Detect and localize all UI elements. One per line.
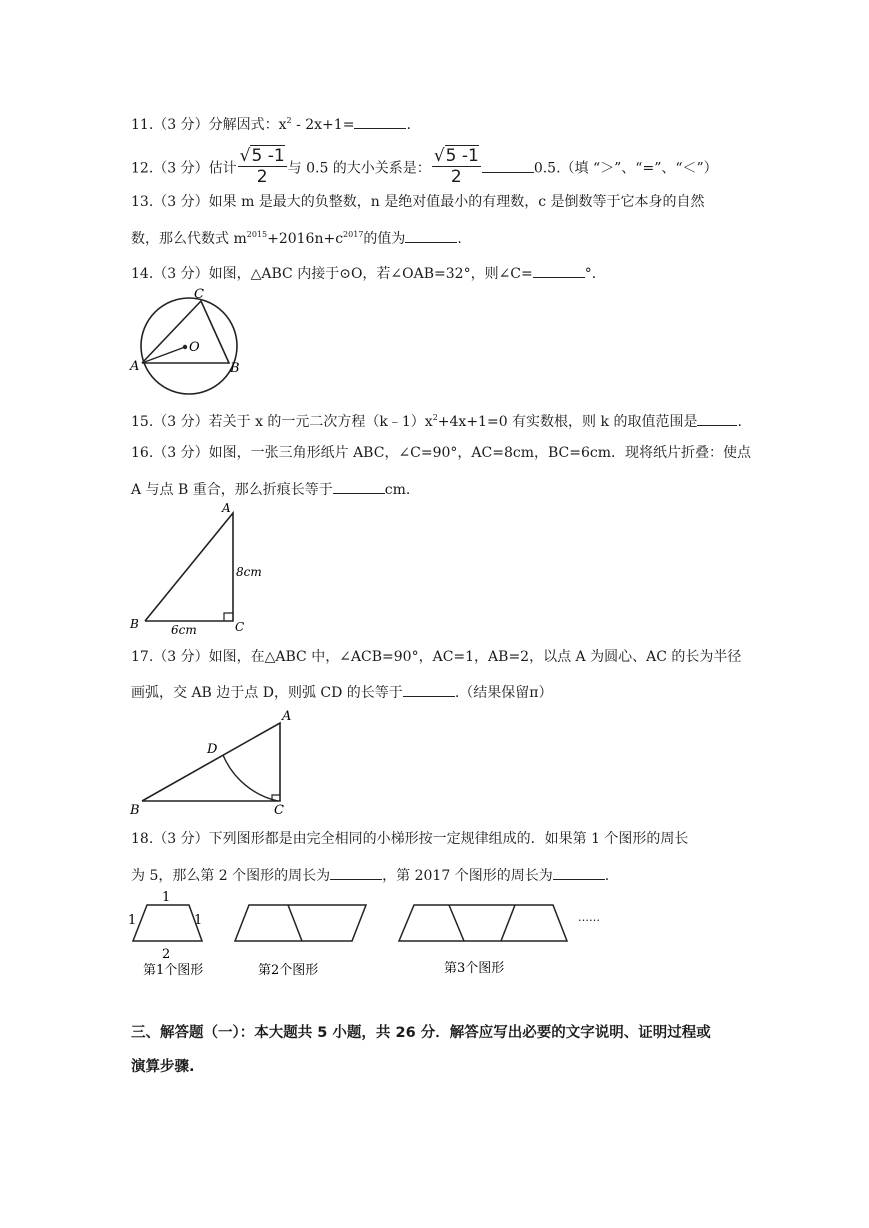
q18-fig1-caption: 第1个图形 (143, 963, 204, 978)
q13-text-a: 数，那么代数式 m (131, 231, 247, 247)
q14-label-o: O (189, 340, 200, 355)
q13-text-c: 的值为 (363, 231, 406, 247)
q13-exponent-2: 2017 (343, 230, 364, 239)
q13-answer-blank[interactable] (405, 227, 457, 243)
q17-label-d: D (207, 742, 218, 757)
q18-text-a: 为 5，那么第 2 个图形的周长为 (131, 868, 331, 884)
q17-text: 画弧，交 AB 边于点 D，则弧 CD 的长等于 (131, 685, 403, 701)
q16-answer-blank[interactable] (333, 478, 385, 494)
q12-answer-blank[interactable] (482, 157, 534, 173)
q18-fig1-left-label: 1 (128, 913, 137, 928)
q16-label-b: B (130, 617, 139, 631)
q16-label-ac: 8cm (236, 565, 262, 579)
section-heading-line-1: 三、解答题（一）：本大题共 5 小题，共 26 分．解答应写出必要的文字说明、证明过程或 (131, 1025, 711, 1041)
trapezoid-figure-1 (133, 905, 202, 941)
q12-fraction-2: $\frac{√5 -1}{2}$ (433, 146, 479, 187)
q16-suffix: cm. (384, 482, 411, 498)
q18-fig1-right-label: 1 (194, 913, 203, 928)
q12-fraction-1: $\frac{√5 -1}{2}$ (239, 146, 285, 187)
q18-suffix: . (604, 868, 610, 884)
q14-label-b: B (230, 361, 240, 376)
q11-answer-blank[interactable] (354, 113, 406, 129)
q12-fraction-1-numerator: 5 -1 (251, 146, 285, 166)
question-16-line-1: 16.（3 分）如图，一张三角形纸片 ABC，∠C=90°，AC=8cm，BC=6cm．现将纸片折叠：使点 (131, 445, 752, 461)
q14-suffix: °． (584, 266, 606, 282)
q12-prefix: 12.（3 分）估计 (131, 160, 237, 177)
q15-prefix: 15.（3 分）若关于 x 的一元二次方程（k﹣1）x (131, 414, 433, 430)
trapezoid-figure-3 (399, 905, 567, 941)
q14-label-a: A (130, 359, 140, 374)
q18-text-b: ，第 2017 个图形的周长为 (382, 868, 553, 884)
question-14 (131, 262, 606, 284)
q18-fig1-bottom-label: 2 (162, 947, 171, 962)
q15-suffix: . (737, 414, 742, 430)
q14-text: 14.（3 分）如图，△ABC 内接于⊙O，若∠OAB=32°，则∠C= (131, 266, 533, 282)
q14-figure-circle (128, 284, 248, 399)
q18-fig2-caption: 第2个图形 (258, 963, 319, 978)
q12-fraction-2-denominator: 2 (450, 167, 462, 187)
q16-label-a: A (222, 501, 231, 515)
q13-exponent-1: 2015 (246, 230, 268, 239)
question-18-line-1: 18.（3 分）下列图形都是由完全相同的小梯形按一定规律组成的．如果第 1 个图形的周长 (131, 831, 689, 847)
q12-suffix: 0.5.（填 “＞”、“=”、“＜”） (533, 160, 718, 177)
q13-suffix: . (457, 231, 462, 247)
q17-label-b: B (130, 803, 140, 818)
q14-label-c: C (194, 287, 204, 302)
question-16-line-2 (131, 478, 410, 500)
question-17-line-1: 17.（3 分）如图，在△ABC 中，∠ACB=90°，AC=1，AB=2，以点 A 为圆心、AC 的长为半径 (131, 649, 742, 665)
q18-fig1-top-label: 1 (162, 890, 171, 905)
q18-figure-trapezoids (125, 885, 625, 985)
q18-answer-blank-2[interactable] (553, 864, 605, 880)
q17-answer-blank[interactable] (403, 681, 455, 697)
question-12 (131, 148, 718, 189)
q16-label-c: C (235, 620, 245, 634)
question-17-line-2 (131, 681, 552, 703)
q11-exponent: 2 (286, 116, 292, 125)
q13-text-b: +2016n+c (267, 231, 344, 247)
q14-answer-blank[interactable] (533, 262, 585, 278)
question-13-line-2 (131, 227, 462, 249)
question-11 (131, 113, 411, 135)
q12-fraction-2-numerator: 5 -1 (445, 146, 479, 166)
question-13-line-1: 13.（3 分）如果 m 是最大的负整数，n 是绝对值最小的有理数，c 是倒数等于它本身的自然 (131, 194, 705, 210)
q15-answer-blank[interactable] (697, 410, 737, 426)
q11-suffix: . (406, 117, 411, 133)
q15-middle: +4x+1=0 有实数根，则 k 的取值范围是 (437, 414, 698, 430)
q15-exponent: 2 (432, 413, 438, 422)
q18-ellipsis: …… (578, 911, 600, 924)
q18-fig3-caption: 第3个图形 (444, 961, 505, 976)
q12-middle: 与 0.5 的大小关系是： (287, 160, 431, 177)
q18-answer-blank-1[interactable] (330, 864, 382, 880)
q17-label-c: C (274, 803, 284, 818)
question-15 (131, 410, 742, 432)
question-18-line-2 (131, 864, 609, 886)
q11-prefix: 11.（3 分）分解因式：x (131, 117, 287, 133)
q17-figure-triangle-arc (128, 706, 298, 818)
q11-expression: - 2x+1= (291, 117, 355, 133)
q17-suffix: .（结果保留π） (454, 685, 553, 701)
section-heading-line-2: 演算步骤. (131, 1059, 195, 1075)
q16-figure-triangle (128, 500, 278, 640)
q16-text: A 与点 B 重合，那么折痕长等于 (131, 482, 333, 498)
q16-label-bc: 6cm (171, 623, 197, 637)
q12-fraction-1-denominator: 2 (256, 167, 268, 187)
q17-label-a: A (282, 709, 292, 724)
